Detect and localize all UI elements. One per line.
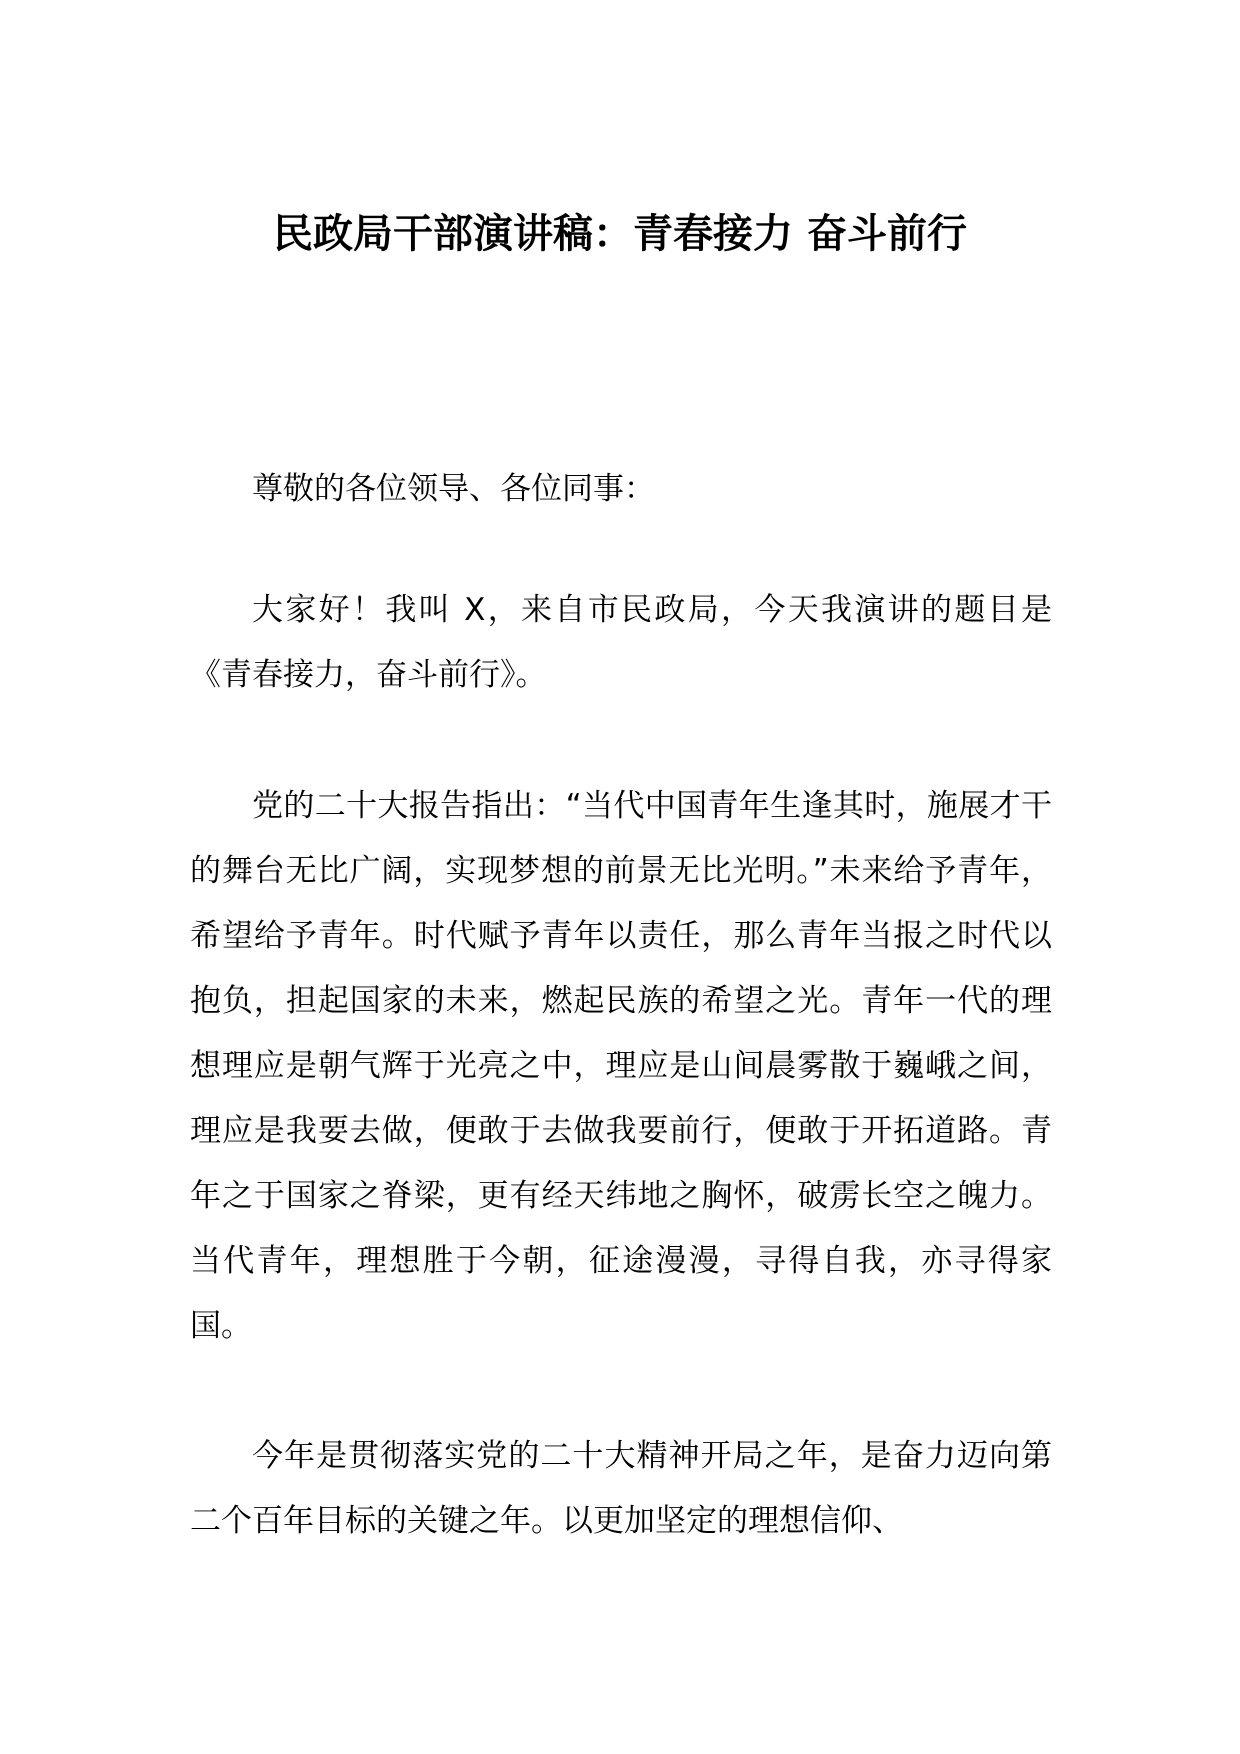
document-title: 民政局干部演讲稿：青春接力 奋斗前行	[273, 211, 967, 257]
paragraph-this-year: 今年是贯彻落实党的二十大精神开局之年，是奋力迈向第二个百年目标的关键之年。以更加坚定的理想信仰、	[190, 1438, 1052, 1539]
paragraph-report-quote: 党的二十大报告指出：“当代中国青年生逢其时，施展才干的舞台无比广阔，实现梦想的前景无比光明。”未来给予青年，希望给予青年。时代赋予青年以责任，那么青年当报之时代以抱负，担起国家的未来，燃起民族的希望之光。青年一代的理想理应是朝气辉于光亮之中，理应是山间晨雾散于巍峨之间，理应是我要去做，便敢于去做我要前行，便敢于开拓道路。青年之于国家之脊梁，更有经天纬地之胸怀，破雳长空之魄力。当代青年，理想胜于今朝，征途漫漫，寻得自我，亦寻得家国。	[190, 788, 1052, 1344]
paragraph-salutation: 尊敬的各位领导、各位同事：	[252, 471, 655, 507]
paragraph-intro: 大家好！我叫 X，来自市民政局，今天我演讲的题目是《青春接力，奋斗前行》。	[190, 592, 1052, 693]
